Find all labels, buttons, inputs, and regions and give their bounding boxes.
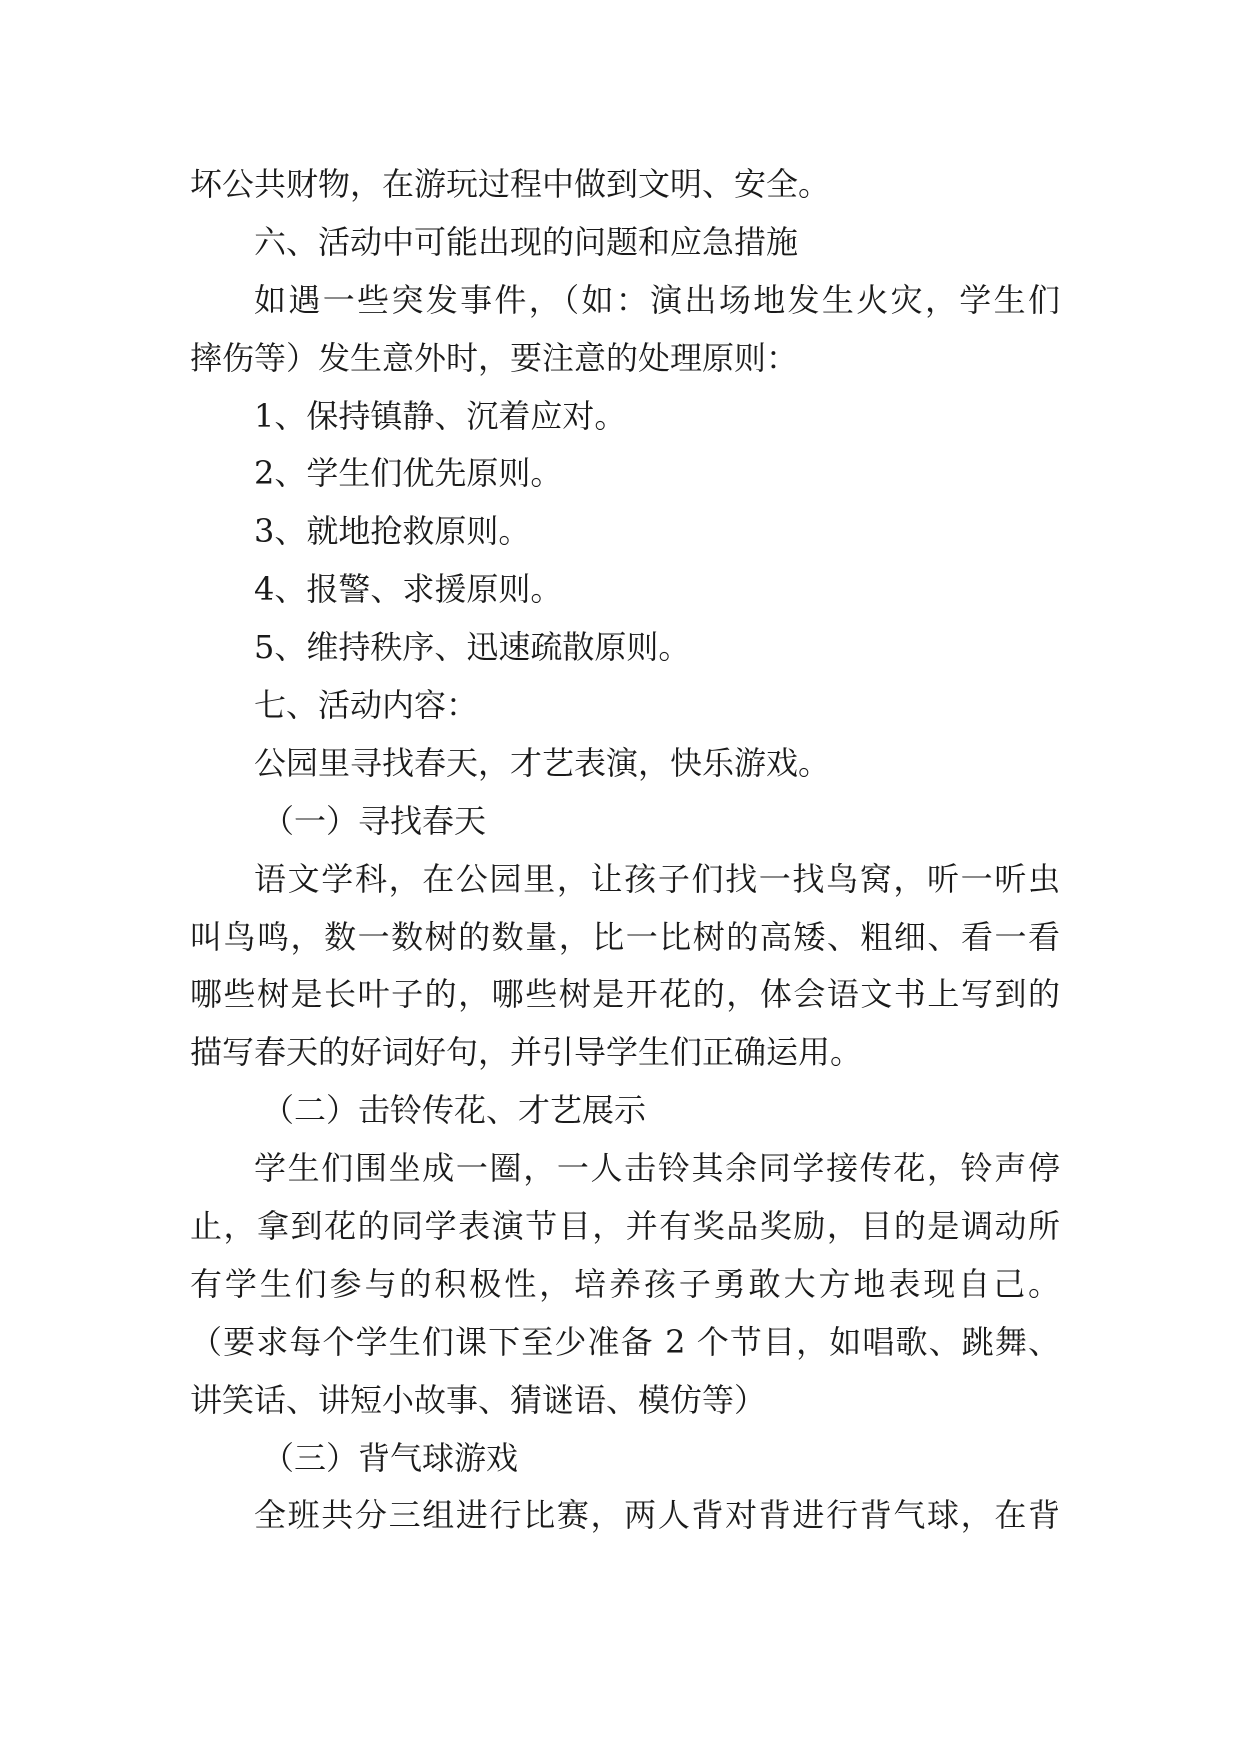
paragraph-line: 摔伤等）发生意外时，要注意的处理原则： xyxy=(190,338,799,377)
subsection-heading: （一）寻找春天 xyxy=(262,801,487,840)
list-item: 2、学生们优先原则。 xyxy=(254,454,563,493)
paragraph-line: 哪些树是长叶子的，哪些树是开花的，体会语文书上写到的 xyxy=(190,975,1060,1014)
section-heading: 六、活动中可能出现的问题和应急措施 xyxy=(254,222,799,261)
paragraph-line: 如遇一些突发事件，（如：演出场地发生火灾，学生们 xyxy=(254,280,1060,319)
section-heading: 七、活动内容： xyxy=(254,686,479,725)
paragraph-line: 描写春天的好词好句，并引导学生们正确运用。 xyxy=(190,1033,863,1072)
paragraph-line: 坏公共财物，在游玩过程中做到文明、安全。 xyxy=(190,165,831,203)
paragraph-line: 叫鸟鸣，数一数树的数量，比一比树的高矮、粗细、看一看 xyxy=(190,917,1060,956)
paragraph-line: 止，拿到花的同学表演节目，并有奖品奖励，目的是调动所 xyxy=(190,1207,1060,1246)
list-item: 1、保持镇静、沉着应对。 xyxy=(254,396,627,435)
paragraph-line: 语文学科，在公园里，让孩子们找一找鸟窝，听一听虫 xyxy=(254,859,1060,898)
list-item: 5、维持秩序、迅速疏散原则。 xyxy=(254,628,691,667)
paragraph-line: 公园里寻找春天，才艺表演，快乐游戏。 xyxy=(254,743,831,782)
list-item: 3、就地抢救原则。 xyxy=(254,512,531,551)
subsection-heading: （三）背气球游戏 xyxy=(262,1438,519,1477)
paragraph-line: 讲笑话、讲短小故事、猜谜语、模仿等） xyxy=(190,1380,767,1419)
subsection-heading: （二）击铃传花、才艺展示 xyxy=(262,1091,647,1130)
paragraph-line: 学生们围坐成一圈，一人击铃其余同学接传花，铃声停 xyxy=(254,1149,1060,1188)
list-item: 4、报警、求援原则。 xyxy=(254,570,563,609)
document-body xyxy=(190,156,1060,1545)
paragraph-line: 全班共分三组进行比赛，两人背对背进行背气球，在背 xyxy=(254,1496,1060,1535)
paragraph-line: （要求每个学生们课下至少准备 2 个节目，如唱歌、跳舞、 xyxy=(190,1322,1060,1361)
paragraph-line: 有学生们参与的积极性，培养孩子勇敢大方地表现自己。 xyxy=(190,1264,1060,1303)
